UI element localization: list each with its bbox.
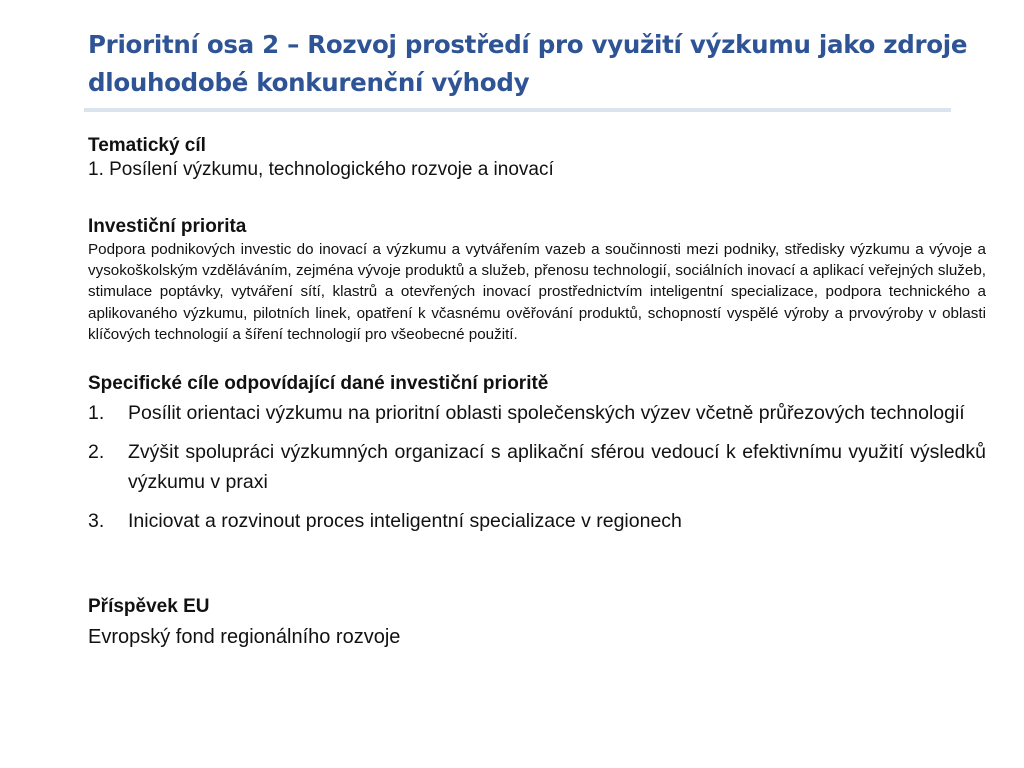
thematic-goal-section xyxy=(88,134,986,182)
list-item-text: Iniciovat a rozvinout proces inteligentní specializace v regionech xyxy=(128,510,682,533)
investment-priority-section xyxy=(88,215,986,345)
list-item xyxy=(88,437,986,497)
investment-priority-text: Podpora podnikových investic do inovací a výzkumu a vytvářením vazeb a součinnosti mezi podniky, středisky výzkumu a vývoje a vysokoškolským vzděláváním, zejména vývoje produktů a služeb, přenosu technologií, sociálních inovací a aplikací veřejných služeb, stimulace poptávky, vytváření sítí, klastrů a otevřených inovací prostřednictvím inteligentní specializace, podpora technického a aplikovaného výzkumu, pilotních linek, opatření k včasnému ověřování produktů, schopností vyspělé výroby a prvovýroby v oblasti klíčových technologií a šíření technologií pro všeobecné použití. xyxy=(88,241,986,343)
specific-goals-list xyxy=(88,398,986,536)
list-item xyxy=(88,506,986,536)
list-item-text: Zvýšit spolupráci výzkumných organizací s aplikační sférou vedoucí k efektivnímu využití výsledků výzkumu v praxi xyxy=(128,441,986,494)
list-item-text: Posílit orientaci výzkumu na prioritní oblasti společenských výzev včetně průřezových technologií xyxy=(128,402,965,425)
title-divider xyxy=(84,108,951,112)
slide-content xyxy=(88,134,986,649)
list-item-number: 3. xyxy=(88,510,105,533)
list-item-number: 2. xyxy=(88,441,105,464)
investment-priority-heading: Investiční priorita xyxy=(88,216,247,237)
eu-contribution-text: Evropský fond regionálního rozvoje xyxy=(88,626,401,649)
list-item-number: 1. xyxy=(88,402,105,425)
slide-title: Prioritní osa 2 – Rozvoj prostředí pro využití výzkumu jako zdroje dlouhodobé konkurenční výhody xyxy=(88,30,968,97)
specific-goals-heading: Specifické cíle odpovídající dané investiční prioritě xyxy=(88,373,549,395)
thematic-goal-heading: Tematický cíl xyxy=(88,135,206,156)
eu-contribution-heading: Příspěvek EU xyxy=(88,596,210,618)
eu-contribution-section xyxy=(88,595,986,649)
specific-goals-section xyxy=(88,372,986,536)
thematic-goal-text: 1. Posílení výzkumu, technologického rozvoje a inovací xyxy=(88,159,554,180)
list-item xyxy=(88,398,986,428)
